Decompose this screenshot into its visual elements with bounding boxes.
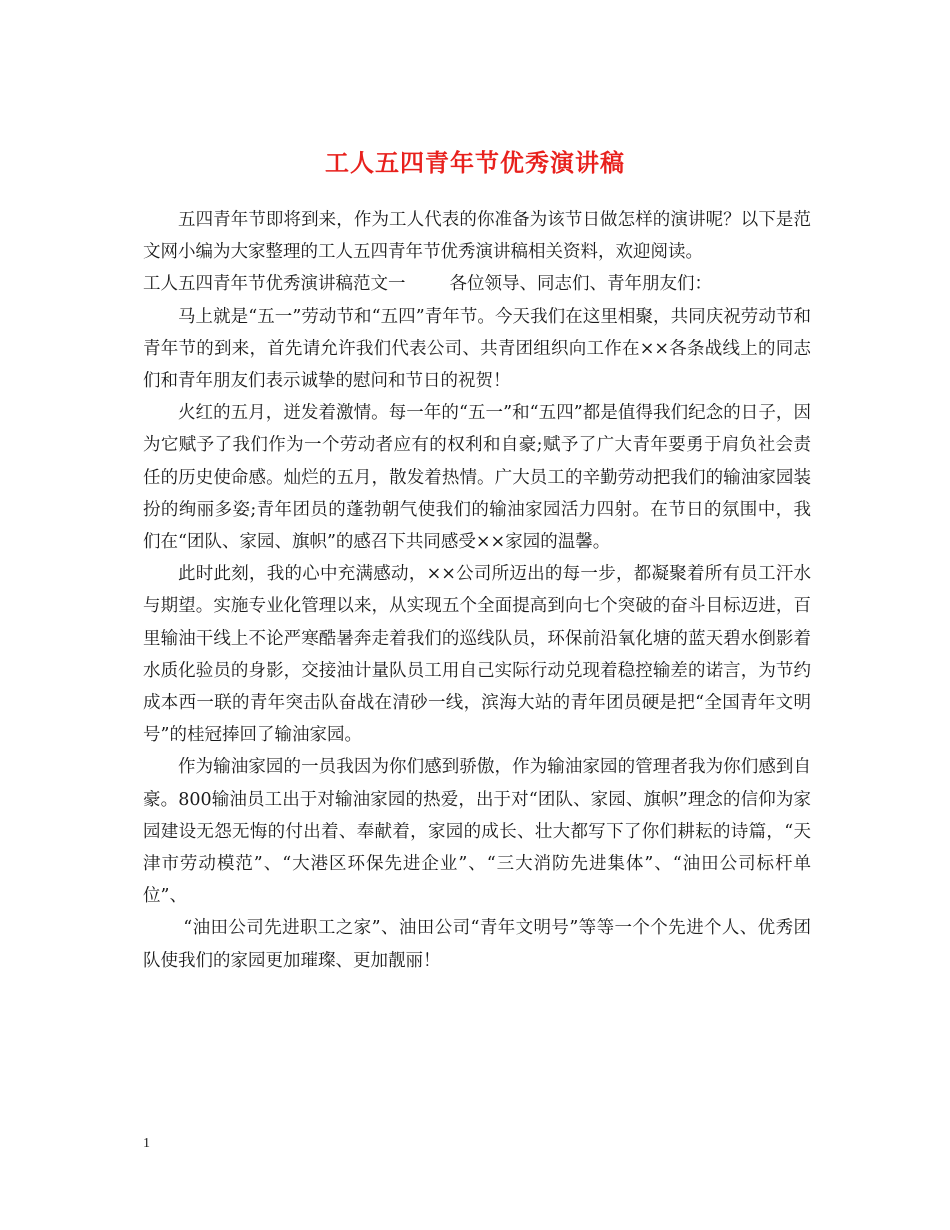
paragraph-pride: 作为输油家园的一员我因为你们感到骄傲，作为输油家园的管理者我为你们感到自豪。800输油员工出于对输油家园的热爱，出于对“团队、家园、旗帜”理念的信仰为家园建设无怨无悔的付出着、奉献着，家园的成长、壮大都写下了你们耕耘的诗篇，“天津市劳动模范”、“大港区环保先进企业”、“三大消防先进集体”、“油田公司标杆单位”、 [143,757,811,907]
paragraph-moment: 此时此刻，我的心中充满感动，××公司所迈出的每一步，都凝聚着所有员工汗水与期望。实施专业化管理以来，从实现五个全面提高到向七个突破的奋斗目标迈进，百里输油干线上不论严寒酷暑奔走着我们的巡线队员，环保前沿氧化塘的蓝天碧水倒影着水质化验员的身影，交接油计量队员工用自己实际行动兑现着稳控输差的诺言，为节约成本西一联的青年突击队奋战在清砂一线，滨海大站的青年团员硬是把“全国青年文明号”的桂冠捧回了输油家园。 [143,564,811,746]
intro-paragraph: 五四青年节即将到来，作为工人代表的你准备为该节日做怎样的演讲呢？以下是范文网小编为大家整理的工人五四青年节优秀演讲稿相关资料，欢迎阅读。 [143,210,811,263]
paragraph-honors: “油田公司先进职工之家”、油田公司“青年文明号”等等一个个先进个人、优秀团队使我们的家园更加璀璨、更加靓丽！ [143,918,811,971]
sample-heading: 工人五四青年节优秀演讲稿范文一 [143,274,406,295]
document-title: 工人五四青年节优秀演讲稿 [325,148,625,178]
document-body [143,204,811,977]
paragraph-greeting: 马上就是“五一”劳动节和“五四”青年节。今天我们在这里相聚，共同庆祝劳动节和青年节的到来，首先请允许我们代表公司、共青团组织向工作在××各条战线上的同志们和青年朋友们表示诚挚的慰问和节日的祝贺！ [143,306,811,392]
sample-heading-line [143,268,811,300]
paragraph-may: 火红的五月，迸发着激情。每一年的“五一”和“五四”都是值得我们纪念的日子，因为它赋予了我们作为一个劳动者应有的权利和自豪;赋予了广大青年要勇于肩负社会责任的历史使命感。灿烂的五月，散发着热情。广大员工的辛勤劳动把我们的输油家园装扮的绚丽多姿;青年团员的蓬勃朝气使我们的输油家园活力四射。在节日的氛围中，我们在“团队、家园、旗帜”的感召下共同感受××家园的温馨。 [143,403,811,553]
page-number: 1 [143,1136,150,1151]
salutation: 各位领导、同志们、青年朋友们： [449,274,712,295]
